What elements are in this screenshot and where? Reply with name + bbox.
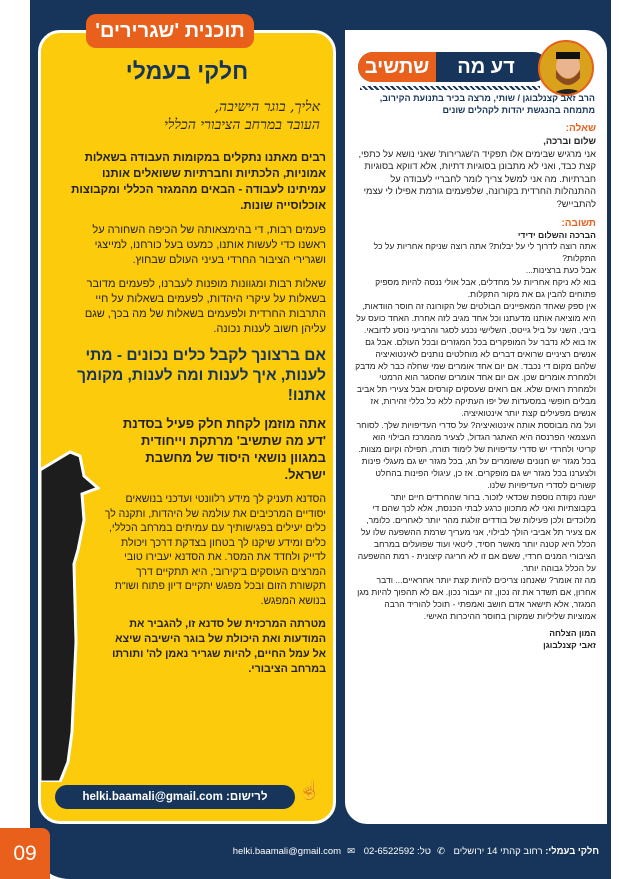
column-header-title: דע מה <box>457 56 515 78</box>
register-email[interactable]: helki.baamali@gmail.com <box>82 791 223 803</box>
footer-brand: חלקי בעמלי: <box>545 846 599 857</box>
question-greeting: שלום וברכה, <box>543 136 596 146</box>
invite-text: אתה מוזמן לקחת חלק פעיל בסדנת 'דע מה שתשיב' מרתקת וייחודית במגוון נושאי היסוד של מחשבת ישראל. <box>122 416 326 482</box>
answer-paragraph: אתה רוצה לדרוך לי על יבלות? אתה רוצה שניקח אחריות על כל התקלות? <box>373 241 596 264</box>
answer-paragraph: בוא לא ניקח אחריות על מחדלים, אבל אולי ננסה להיות מספיק פתוחים להבין גם את מקור התקלות. <box>375 277 596 300</box>
footer-address: רחוב קהתי 14 ירושלים <box>453 846 543 857</box>
footer-contact <box>150 846 599 857</box>
answer-paragraph: אז בוא לא נדבר על המופקרים בכל המגזרים ובכל העולם. אבל גם אנשים רציניים שרואים דברים לא מוחלטים נותנים לאינטואיציה שלהם מקום די נכבד. אם יום אחד אומרים שמי שחלה כבר לא מדבק ולמחרת אומרים שכן. אם יום אחד אומרים שהסגר הוא הרמטי ולמחרת רואים שלא. אם רואים שעסקים קורסים אבל צעירי תל אביב מבלים חופשי במסעדות של יפו העתיקה ללא כל כללי זהירות, אז אנשים מפעילים קצת יותר אינטואיציה. <box>355 336 596 419</box>
callout-heading: אם ברצונך לקבל כלים נכונים - מתי לענות, איך לענות ומה לענות, מקומך אתנו! <box>77 347 326 404</box>
answer-paragraph: ישנה נקודה נוספת שכדאי לזכור. ברור שהחרדים חיים יותר בקבוצתיות ואני לא מתכוון כרגע לבתי הכנסת, אלא לכך שהם די מלוכדים ולכן פעילות של בודדים זולגת מהר יותר לאחרים. כלומר, אם צעיר תל אביבי הולך לבילוי, אני מעריך שרמת ההשפעה שלו על הכלל היא קטנה יותר מאשר חסיד, ליטאי ועוד שפועלים במרחב הציבורי המנים חרדי, ששם אם זו לא חריגה קיצונית - רמת ההשפעה על הכלל גבוהה יותר. <box>357 491 596 573</box>
program-tag: תוכנית 'שגרירים' <box>86 14 254 48</box>
answer-paragraph: אבל כעת ברצינות... <box>525 265 596 276</box>
decorative-hatch <box>360 86 540 90</box>
register-button[interactable] <box>55 785 295 809</box>
page-number: 09 <box>0 828 50 879</box>
paragraph: הסדנא תעניק לך מידע רלוונטי ועדכני בנושאים יסודיים המרכיבים את עולמה של היהדות, ותקנה לך כלים יעילים בפגישותיך עם עמיתים במרחב הכללי, כלים ומידע שיקנו לך בטחון בצדקת דרכך ויכולת לדייק ולחדד את המסר. את הסדנא יעבירו טובי המרצים העוסקים ב'קירוב', היא תתקיים דרך תקשורת הזום ובכל מפגש יתקיים דיון פתוח ושו"ת בנושא המפגש. <box>104 493 326 607</box>
mail-icon: ✉ <box>347 846 356 857</box>
script-dedication <box>50 98 320 134</box>
author-avatar <box>538 40 594 96</box>
phone-icon: ✆ <box>436 846 445 857</box>
script-line: העובד במרחב הציבורי הכללי <box>164 117 320 133</box>
question-label: שאלה: <box>565 123 596 134</box>
question-text: אני מרגיש שבימים אלו תפקיד ה'שגרירות' שאני נושא על כתפי, קצת כבד, ואני לא מתבונן בסוגיות דתיות, אלא דווקא בסוגיות חברתיות. מה אני למשל צריך לומר לחבריי לעבודה על ההתנהלות החרדית בקורונה, שלפעמים גורמת אפילו לי עצמי להתבייש? <box>358 148 596 209</box>
answer-paragraph: ועל מה מבוססת אותה אינטואיציה? על סדרי העדיפויות שלך. לסוחר העצמאי הפרנסה היא האתגר הגדול, לצעיר מהמרכז הבילוי הוא קריטי ולחרדי יש סדרי עדיפויות של לימוד תורה, תפילה וקיום מצוות. בכל מגזר יש חנונים ששומרים על תג, בכל מגזר יש גם מעגלי פינות ולצערנו בכל מגזר יש גם מופקרים. אז כן, עיגולי הפינות בהחלט קשורים לסדרי העדיפויות שלנו. <box>356 420 596 490</box>
intro-text: רבים מאתנו נתקלים במקומות העבודה בשאלות אמוניות, הלכתיות וחברתיות ששואלים אותנו עמיתינו לעבודה - הבאים מהמגזר הכללי ומקבוצות אוכלוסייה שונות. <box>71 152 326 212</box>
answer-paragraph: מה זה אומר? שאנחנו צריכים להיות קצת יותר אחראיים... ודבר אחרון, אם תשדר את זה נכון, זה יעבור נכון. אם לא תהפוך להיות מגן המגזר, אלא תישאר אדם חושב ואמפתי - תוכל להוריד הרבה אמוציות שליליות שמקורן בחוסר ההיכרות האישי. <box>357 574 596 621</box>
footer-phone: טל: 02-6522592 <box>363 846 431 857</box>
question-block <box>354 122 596 211</box>
answer-paragraph: אין ספק שאחד המאפיינים הבולטים של הקורונה זה חוסר הוודאות, היא מוציאה אותנו מדעתנו וכל אחד מגיב לזה אחרת. האחד כועס על ביבי, השני על ביל גייטס, השלישי נכנע לסגר והרביעי נוסע לדובאי. <box>356 301 596 335</box>
column-header-highlight: שתשיב <box>358 52 436 82</box>
author-byline: הרב זאב קצנלבוגן / שותי, מרצה בכיר בתנועת הקירוב, מתמחה בהנגשת יהדות לקהלים שונים <box>379 93 595 115</box>
program-text-column <box>62 150 326 778</box>
signoff-line: המון הצלחה <box>549 628 596 639</box>
answer-block <box>354 217 596 653</box>
paragraph: פעמים רבות, די בהימצאותה של הכיפה השחורה על ראשנו כדי לעשות אותנו, כמעט בעל כורחנו, למייצגי ושגרירי הציבור החרדי בעיני העולם שבחוץ. <box>92 224 326 266</box>
footer-email[interactable]: helki.baamali@gmail.com <box>232 846 342 857</box>
signoff-name: זאבי קצנלבוגן <box>543 640 596 651</box>
answer-label: תשובה: <box>561 217 596 229</box>
pointing-hand-icon: ☝ <box>298 780 321 800</box>
answer-greeting: הברכה והשלום ידידי <box>517 229 596 240</box>
goal-text: מטרתה המרכזית של סדנא זו, להגביר את המודעות ואת היכולת של בוגר הישיבה שיצא אל עמל החיים, להיות שגריר נאמן לה' ותורתו במרחב הציבורי. <box>112 618 326 675</box>
script-line: אליך, בוגר הישיבה, <box>214 99 320 115</box>
qa-text-column <box>354 122 596 652</box>
signoff <box>354 628 596 652</box>
register-label: לרישום: <box>226 791 268 803</box>
paragraph: שאלות רבות ומגוונות מופנות לעברנו, לפעמים מדובר בשאלות על עיקרי היהדות, לפעמים בשאלות על חיי התרבות החרדית ולפעמים בשאלות של מה בכך, שגם עליהן חשוב לענות נכונה. <box>84 278 326 335</box>
program-title: חלקי בעמלי <box>125 58 249 84</box>
